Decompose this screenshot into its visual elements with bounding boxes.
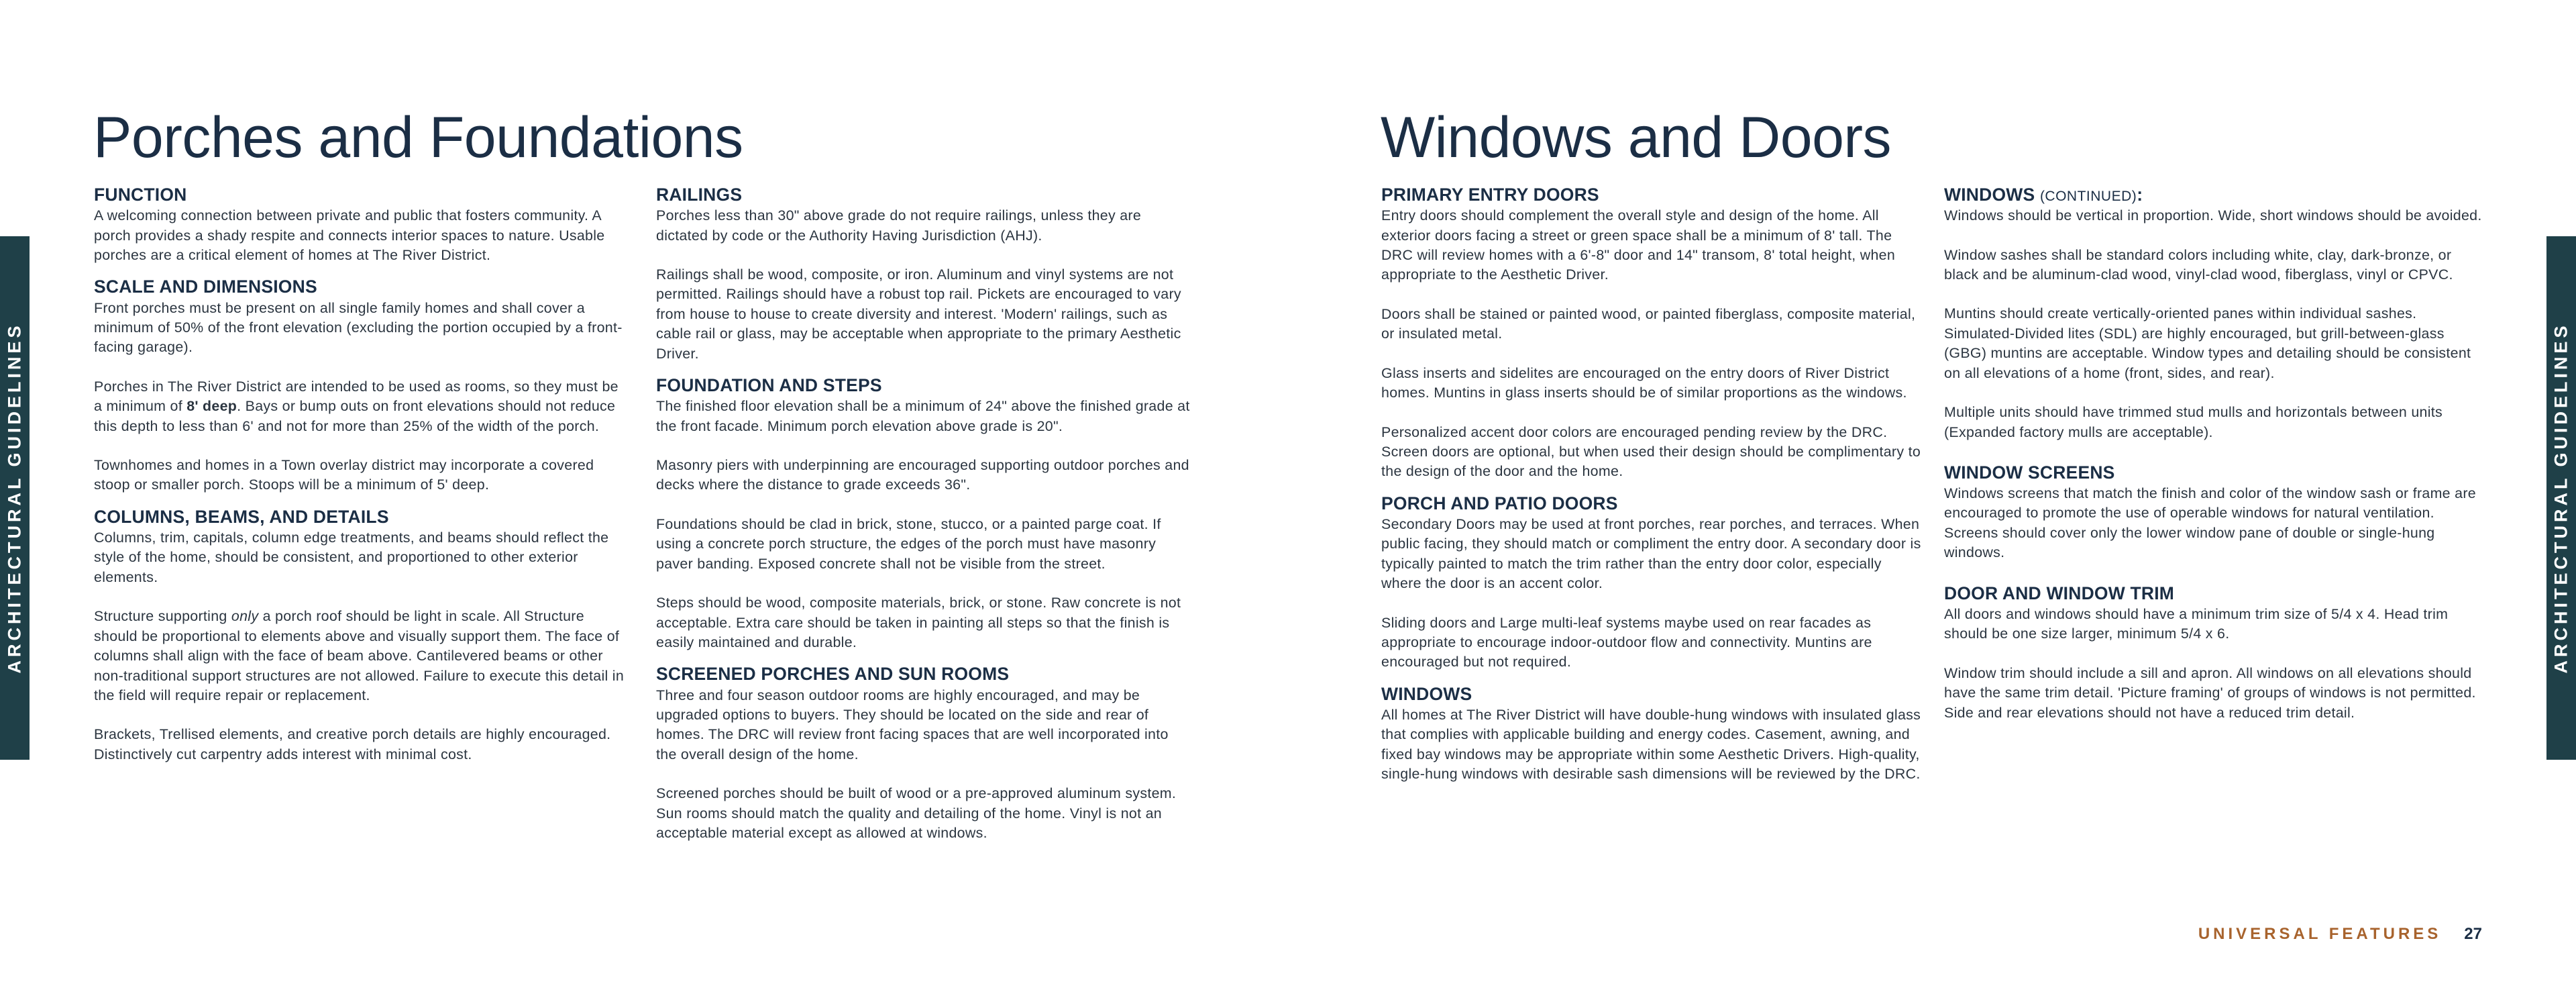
paragraph: Multiple units should have trimmed stud mulls and horizontals between units (Expanded factory mulls are acceptable).	[1944, 404, 2443, 440]
page-number: 27	[2464, 925, 2482, 943]
windows-column-2	[1944, 184, 2485, 742]
section-heading: RAILINGS	[656, 185, 743, 205]
emphasis: only	[231, 608, 259, 625]
side-tab-label: ARCHITECTURAL GUIDELINES	[2551, 322, 2571, 674]
paragraph: Windows screens that match the finish and color of the window sash or frame are encouraged to promote the use of operable windows for natural ventilation. Screens should cover only the lower window pane of double or single-hung windows.	[1944, 485, 2476, 561]
page-title-porches: Porches and Foundations	[93, 105, 743, 170]
paragraph: Porches less than 30" above grade do not require railings, unless they are dictated by code or the Authority Having Jurisdiction (AHJ).	[656, 207, 1142, 244]
continued-note: (CONTINUED)	[2039, 189, 2137, 204]
paragraph: Entry doors should complement the overall style and design of the home. All exterior doors facing a street or green space shall be a minimum of 8' tall. The DRC will review homes with a 6'-8" door and 14" transom, 8' total height, when appropriate to the Aesthetic Driver.	[1381, 207, 1896, 283]
paragraph: Screened porches should be built of wood or a pre-approved aluminum system. Sun rooms should match the quality and detailing of the home. Vinyl is not an acceptable material except as allowed at windows.	[656, 785, 1177, 842]
paragraph: Window trim should include a sill and apron. All windows on all elevations should have the same trim detail. 'Picture framing' of groups of windows is not permitted. Side and rear elevations should not have a reduced trim detail.	[1944, 664, 2476, 721]
emphasis: 8' deep	[186, 398, 237, 415]
windows-column-1	[1381, 184, 1922, 804]
paragraph: Glass inserts and sidelites are encouraged on the entry doors of River District homes. Muntins in glass inserts should be of similar proportions as the windows.	[1381, 364, 1907, 401]
footer-section-label: UNIVERSAL FEATURES	[2198, 925, 2442, 943]
section-heading: PORCH AND PATIO DOORS	[1381, 493, 1618, 513]
paragraph: Front porches must be present on all single family homes and shall cover a minimum of 50% of the front elevation (excluding the portion occupied by a front-facing garage).	[94, 299, 623, 356]
side-tab-left	[0, 236, 30, 760]
paragraph: Structure supporting only a porch roof should be light in scale. All Structure should be proportional to elements above and visually support them. The face of columns shall align with the face of beam above. Cantilevered beams or other non-traditional support structures are not allowed. Failure to execute this detail in the field will require repair or replacement.	[94, 608, 625, 703]
section-heading: SCREENED PORCHES AND SUN ROOMS	[656, 664, 1010, 685]
section-heading: COLUMNS, BEAMS, AND DETAILS	[94, 506, 389, 527]
paragraph: Brackets, Trellised elements, and creative porch details are highly encouraged. Distinctively cut carpentry adds interest with minimal cost.	[94, 726, 611, 762]
paragraph: Sliding doors and Large multi-leaf systems maybe used on rear facades as appropriate to encourage indoor-outdoor flow and connectivity. Muntins are encouraged but not required.	[1381, 614, 1872, 670]
section-heading: FOUNDATION AND STEPS	[656, 375, 882, 396]
paragraph: Townhomes and homes in a Town overlay district may incorporate a covered stoop or smaller porch. Stoops will be a minimum of 5' deep.	[94, 457, 594, 493]
page-title-windows: Windows and Doors	[1381, 105, 1892, 170]
paragraph: Muntins should create vertically-oriented panes within individual sashes. Simulated-Divided lites (SDL) are highly encouraged, but grill-between-glass (GBG) muntins are acceptable. Window types and detailing should be consistent on all elevations of a home (front, sides, and rear).	[1944, 305, 2471, 381]
paragraph: Window sashes shall be standard colors including white, clay, dark-bronze, or black and be aluminum-clad wood, vinyl-clad wood, fiberglass, vinyl or CPVC.	[1944, 246, 2453, 283]
side-tab-right	[2546, 236, 2576, 760]
paragraph: All doors and windows should have a minimum trim size of 5/4 x 4. Head trim should be one size larger, minimum 5/4 x 6.	[1944, 605, 2449, 642]
section-heading: SCALE AND DIMENSIONS	[94, 277, 317, 297]
section-heading: WINDOWS	[1381, 683, 1472, 704]
paragraph: Porches in The River District are intended to be used as rooms, so they must be a minimum of 8' deep. Bays or bump outs on front elevations should not reduce this depth to less than 6' and not for more than 25% of the width of the porch.	[94, 378, 619, 434]
section-heading: WINDOW SCREENS	[1944, 462, 2115, 483]
paragraph: Steps should be wood, composite materials, brick, or stone. Raw concrete is not acceptable. Extra care should be taken in painting all steps so that the finish is easily maintained and durable.	[656, 595, 1181, 650]
paragraph: Three and four season outdoor rooms are highly encouraged, and may be upgraded options to buyers. They should be located on the side and rear of homes. The DRC will review front facing spaces that are well incorporated into the overall design of the home.	[656, 687, 1169, 762]
paragraph: Foundations should be clad in brick, stone, stucco, or a painted parge coat. If using a concrete porch structure, the edges of the porch must have masonry paver banding. Exposed concrete shall not be visible from the street.	[656, 515, 1161, 572]
page-footer	[2198, 925, 2482, 944]
porches-column-2	[656, 184, 1193, 863]
paragraph: Doors shall be stained or painted wood, or painted fiberglass, composite material, or insulated metal.	[1381, 305, 1916, 342]
paragraph: Secondary Doors may be used at front porches, rear porches, and terraces. When public facing, they should match or compliment the entry door. A secondary door is typically painted to match the trim rather than the entry door color, especially where the door is an accent color.	[1381, 515, 1921, 592]
paragraph: Personalized accent door colors are encouraged pending review by the DRC. Screen doors are optional, but when used their design should be complimentary to the design of the door and the home.	[1381, 424, 1921, 480]
section-heading: DOOR AND WINDOW TRIM	[1944, 583, 2175, 603]
section-heading: WINDOWS (CONTINUED):	[1944, 185, 2143, 205]
paragraph: The finished floor elevation shall be a minimum of 24" above the finished grade at the front facade. Minimum porch elevation above grade is 20".	[656, 398, 1190, 434]
paragraph: A welcoming connection between private and public that fosters community. A porch provides a shady respite and connects interior spaces to nature. Usable porches are a critical element of homes at The River District.	[94, 207, 605, 263]
porches-column-1	[94, 184, 631, 784]
paragraph: Railings shall be wood, composite, or iron. Aluminum and vinyl systems are not permitted. Railings should have a robust top rail. Pickets are encouraged to vary from house to house to create diversity and interest. 'Modern' railings, such as cable rail or glass, may be acceptable when appropriate to the primary Aesthetic Driver.	[656, 266, 1181, 362]
paragraph: Masonry piers with underpinning are encouraged supporting outdoor porches and decks where the distance to grade exceeds 36".	[656, 457, 1189, 493]
side-tab-label: ARCHITECTURAL GUIDELINES	[4, 322, 25, 674]
paragraph: All homes at The River District will have double-hung windows with insulated glass that complies with applicable building and energy codes. Casement, awning, and fixed bay windows may be appropriate within some Aesthetic Drivers. High-quality, single-hung windows with desirable sash dimensions will be reviewed by the DRC.	[1381, 706, 1921, 783]
paragraph: Columns, trim, capitals, column edge treatments, and beams should reflect the style of the home, should be consistent, and proportioned to other exterior elements.	[94, 530, 609, 585]
paragraph: Windows should be vertical in proportion. Wide, short windows should be avoided.	[1944, 207, 2482, 224]
section-heading: PRIMARY ENTRY DOORS	[1381, 185, 1599, 205]
section-heading: FUNCTION	[94, 185, 187, 205]
